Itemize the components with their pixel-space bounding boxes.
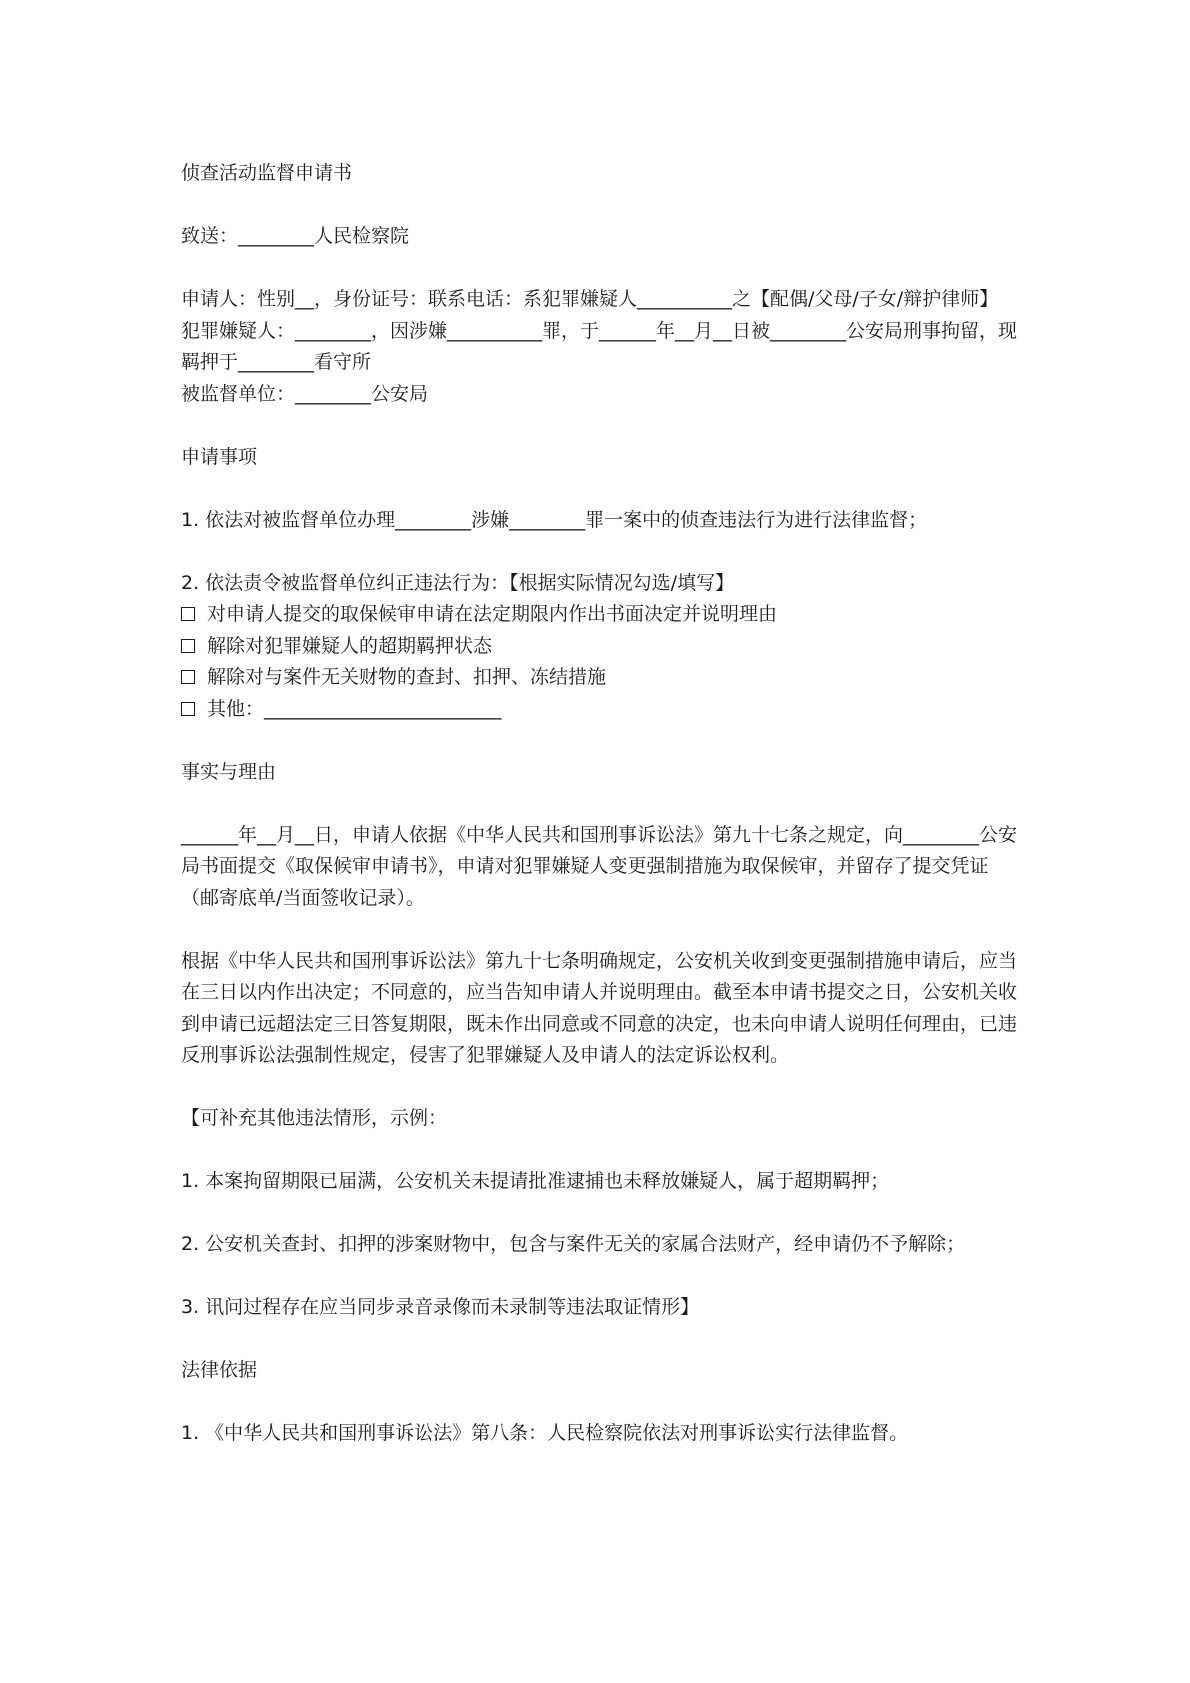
spacer — [181, 1261, 1021, 1293]
section-heading-facts: 事实与理由 — [181, 760, 277, 783]
document-page — [181, 158, 1021, 1450]
spacer — [181, 253, 1021, 285]
checkbox-option-3[interactable] — [181, 662, 1021, 694]
checkbox-icon[interactable] — [181, 607, 195, 621]
supplement-intro: 【可补充其他违法情形，示例： — [181, 1107, 448, 1129]
checkbox-icon[interactable] — [181, 702, 195, 716]
section-heading-law: 法律依据 — [181, 1359, 258, 1381]
recipient-line: 致送：________人民检察院 — [181, 225, 410, 247]
facts-paragraph-1: ______年__月__日，申请人依据《中华人民共和国刑事诉讼法》第九十七条之规定，向________公安局书面提交《取保候审申请书》，申请对犯罪嫌疑人变更强制措施为取保候审，并留存了提交凭证（邮寄底单/当面签收记录）。 — [181, 823, 1018, 909]
spacer — [181, 1324, 1021, 1356]
checkbox-label: 解除对犯罪嫌疑人的超期羁押状态 — [207, 634, 493, 657]
supplement-item-2: 2. 公安机关查封、扣押的涉案财物中，包含与案件无关的家属合法财产，经申请仍不予解除； — [181, 1233, 966, 1255]
spacer — [181, 788, 1021, 820]
checkbox-option-2[interactable] — [181, 631, 1021, 663]
checkbox-label: 对申请人提交的取保候审申请在法定期限内作出书面决定并说明理由 — [207, 603, 778, 625]
checkbox-label: 其他：_________________________ — [207, 697, 502, 720]
spacer — [181, 410, 1021, 442]
document-title: 侦查活动监督申请书 — [181, 162, 353, 184]
spacer — [181, 914, 1021, 946]
spacer — [181, 536, 1021, 568]
law-item-1: 1. 《中华人民共和国刑事诉讼法》第八条：人民检察院依法对刑事诉讼实行法律监督。 — [181, 1422, 909, 1444]
checkbox-icon[interactable] — [181, 639, 195, 653]
checkbox-option-1[interactable] — [181, 599, 1021, 631]
checkbox-icon[interactable] — [181, 670, 195, 684]
spacer — [181, 1387, 1021, 1419]
spacer — [181, 725, 1021, 757]
supplement-item-3: 3. 讯问过程存在应当同步录音录像而未录制等违法取证情形】 — [181, 1296, 700, 1318]
applicant-line: 申请人：性别__，身份证号：联系电话：系犯罪嫌疑人__________之【配偶/父母/子女/辩护律师】 — [181, 288, 999, 310]
section-heading-request: 申请事项 — [181, 445, 258, 468]
spacer — [181, 473, 1021, 505]
request-item-2: 2. 依法责令被监督单位纠正违法行为：【根据实际情况勾选/填写】 — [181, 571, 735, 594]
suspect-line: 犯罪嫌疑人：________，因涉嫌__________罪，于______年__月__日被________公安局刑事拘留，现羁押于________看守所 — [181, 319, 1018, 373]
checkbox-label: 解除对与案件无关财物的查封、扣押、冻结措施 — [207, 666, 607, 688]
request-item-1: 1. 依法对被监督单位办理________涉嫌________罪一案中的侦查违法行为进行法律监督； — [181, 508, 928, 531]
spacer — [181, 1198, 1021, 1230]
supplement-item-1: 1. 本案拘留期限已届满，公安机关未提请批准逮捕也未释放嫌疑人，属于超期羁押； — [181, 1170, 890, 1192]
supervised-unit-line: 被监督单位：________公安局 — [181, 382, 429, 405]
spacer — [181, 1072, 1021, 1104]
spacer — [181, 190, 1021, 222]
checkbox-option-other[interactable] — [181, 694, 1021, 726]
spacer — [181, 1135, 1021, 1167]
facts-paragraph-2: 根据《中华人民共和国刑事诉讼法》第九十七条明确规定，公安机关收到变更强制措施申请后，应当在三日以内作出决定；不同意的，应当告知申请人并说明理由。截至本申请书提交之日，公安机关收到申请已远超法定三日答复期限，既未作出同意或不同意的决定，也未向申请人说明任何理由，已违反刑事诉讼法强制性规定，侵害了犯罪嫌疑人及申请人的法定诉讼权利。 — [181, 949, 1018, 1066]
